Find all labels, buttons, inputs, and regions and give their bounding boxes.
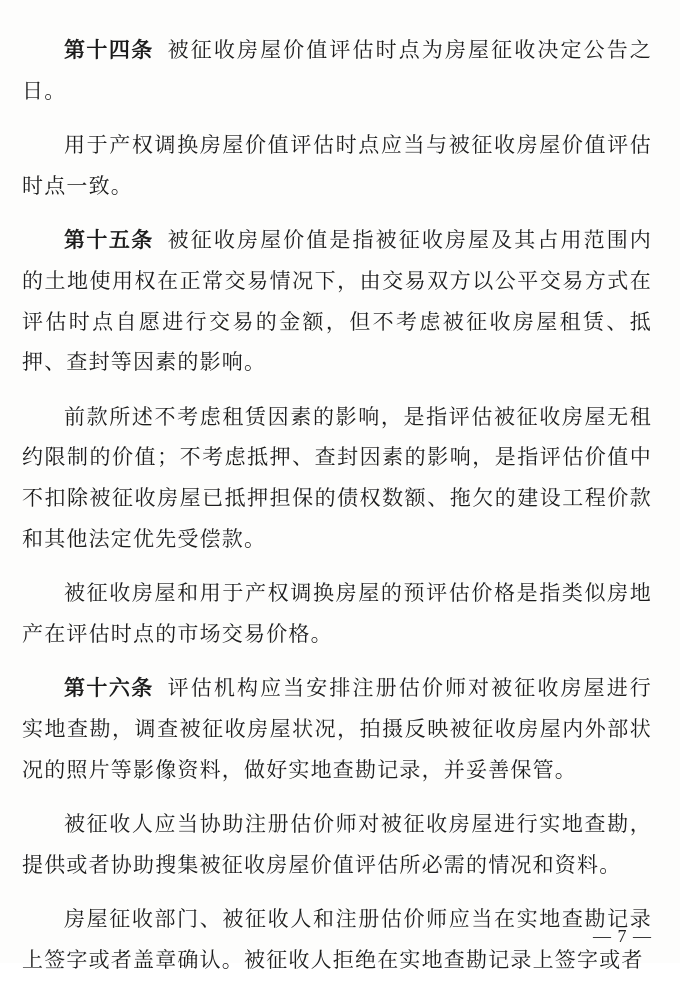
paragraph-8 [22,899,652,980]
paragraph-text: 被征收房屋和用于产权调换房屋的预评估价格是指类似房地产在评估时点的市场交易价格。 [22,581,652,646]
article-heading-15: 第十五条 [64,228,154,253]
paragraph-text: 前款所述不考虑租赁因素的影响，是指评估被征收房屋无租约限制的价值；不考虑抵押、查封因素的影响，是指评估价值中不扣除被征收房屋已抵押担保的债权数额、拖欠的建设工程价款和其他法定优先受偿款。 [22,404,652,551]
article-heading-16: 第十六条 [64,676,154,701]
paragraph-text: 评估机构应当安排注册估价师对被征收房屋进行实地查勘，调查被征收房屋状况，拍摄反映被征收房屋内外部状况的照片等影像资料，做好实地查勘记录，并妥善保管。 [22,676,653,782]
article-heading-14: 第十四条 [64,38,154,62]
paragraph-2 [22,125,652,206]
paragraph-4 [22,397,652,559]
paragraph-7 [22,804,652,885]
paragraph-text: 被征收房屋价值评估时点为房屋征收决定公告之日。 [22,38,653,103]
paragraph-text: 被征收人应当协助注册估价师对被征收房屋进行实地查勘，提供或者协助搜集被征收房屋价值评估所必需的情况和资料。 [22,812,652,877]
paragraph-5 [22,573,652,654]
paragraph-article-15 [22,220,652,382]
paragraph-article-16 [22,668,652,790]
document-body [22,30,652,994]
paragraph-article-14 [22,30,652,111]
page-number: — 7 — [593,926,652,946]
paragraph-text: 被征收房屋价值是指被征收房屋及其占用范围内的土地使用权在正常交易情况下，由交易双方以公平交易方式在评估时点自愿进行交易的金额，但不考虑被征收房屋租赁、抵押、查封等因素的影响。 [22,228,653,375]
paragraph-text: 房屋征收部门、被征收人和注册估价师应当在实地查勘记录上签字或者盖章确认。被征收人拒绝在实地查勘记录上签字或者 [22,907,652,972]
paragraph-text: 用于产权调换房屋价值评估时点应当与被征收房屋价值评估时点一致。 [22,133,652,198]
